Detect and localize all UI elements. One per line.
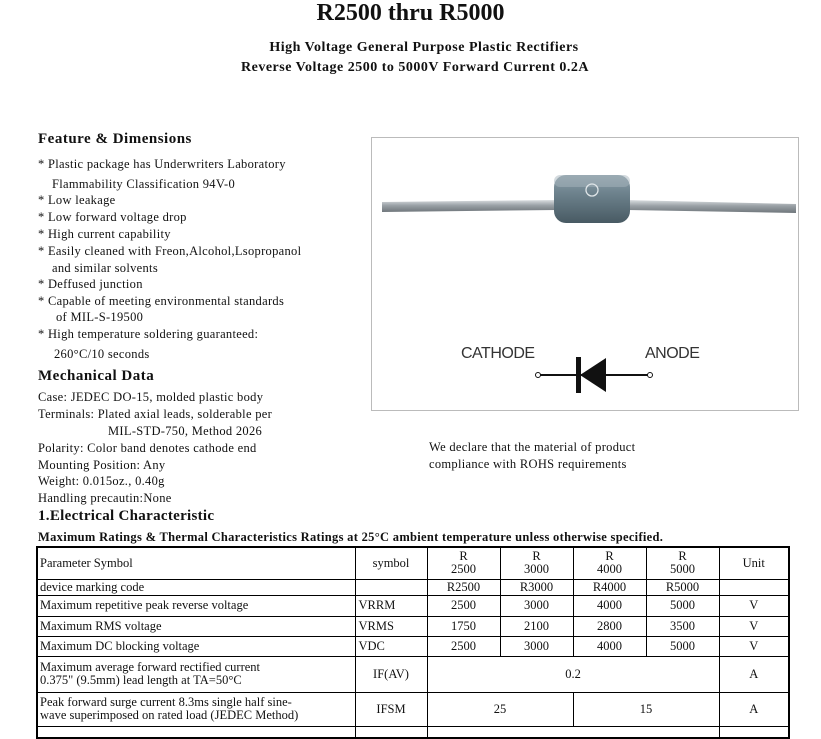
unit-cell: A (719, 692, 789, 726)
symbol-cell (355, 579, 427, 595)
param-cell (37, 692, 355, 726)
diode-illustration (371, 137, 799, 411)
features-heading: Feature & Dimensions (38, 131, 192, 147)
unit-cell (719, 579, 789, 595)
mechanical-line: Polarity: Color band denotes cathode end (38, 441, 257, 455)
symbol-cell: IFSM (355, 692, 427, 726)
value-cell: 25 (427, 692, 573, 726)
rohs-statement (429, 439, 635, 473)
page-title: R2500 thru R5000 (316, 0, 505, 26)
symbol-cell: IF(AV) (355, 656, 427, 692)
rohs-line: We declare that the material of product (429, 440, 636, 454)
symbol-cell (355, 726, 427, 738)
header-model: R 5000 (646, 547, 719, 579)
feature-line: * Low forward voltage drop (38, 210, 187, 224)
feature-line: of MIL-S-19500 (56, 310, 144, 324)
value-cell: 3000 (500, 595, 573, 616)
feature-line: * Low leakage (38, 193, 116, 207)
param-line: Maximum average forward rectified current (40, 660, 261, 674)
mechanical-heading: Mechanical Data (38, 368, 155, 384)
marking-code-cell: R2500 (427, 579, 500, 595)
unit-cell: V (719, 616, 789, 636)
param-cell (37, 656, 355, 692)
subtitle-description: High Voltage General Purpose Plastic Rectifiers (269, 40, 579, 55)
diode-photo-image (372, 138, 798, 410)
value-cell: 3500 (646, 616, 719, 636)
section-title: 1.Electrical Characteristic (38, 508, 215, 524)
feature-line: 260°C/10 seconds (54, 347, 150, 361)
param-cell: device marking code (37, 579, 355, 595)
unit-cell: A (719, 656, 789, 692)
value-cell: 4000 (573, 636, 646, 656)
header-unit: Unit (719, 547, 789, 579)
param-cell: Maximum RMS voltage (37, 616, 355, 636)
mechanical-line: Mounting Position: Any (38, 458, 166, 472)
feature-line: Flammability Classification 94V-0 (52, 177, 236, 191)
feature-line: * Deffused junction (38, 277, 143, 291)
header-model: R 3000 (500, 547, 573, 579)
table-row (37, 579, 789, 595)
value-cell: 15 (573, 692, 719, 726)
rohs-line: compliance with ROHS requirements (429, 457, 627, 471)
feature-line: * Capable of meeting environmental standards (38, 294, 285, 308)
electrical-characteristics-table (36, 546, 790, 739)
feature-line: * Plastic package has Underwriters Laboratory (38, 157, 286, 171)
value-cell: 3000 (500, 636, 573, 656)
value-cell: 1750 (427, 616, 500, 636)
table-row (37, 636, 789, 656)
value-cell: 5000 (646, 595, 719, 616)
symbol-cell: VRRM (355, 595, 427, 616)
mechanical-line: Terminals: Plated axial leads, solderable per (38, 407, 273, 421)
param-cell: Maximum repetitive peak reverse voltage (37, 595, 355, 616)
symbol-cell: VDC (355, 636, 427, 656)
value-cell: 2500 (427, 595, 500, 616)
param-line: wave superimposed on rated load (JEDEC Method) (40, 708, 299, 722)
mechanical-line: Case: JEDEC DO-15, molded plastic body (38, 390, 264, 404)
param-cell: Maximum DC blocking voltage (37, 636, 355, 656)
value-cell: 4000 (573, 595, 646, 616)
unit-cell (719, 726, 789, 738)
param-cell (37, 726, 355, 738)
cathode-label: CATHODE (461, 345, 535, 362)
table-row (37, 595, 789, 616)
feature-line: * High current capability (38, 227, 171, 241)
mechanical-line: Handling precautin:None (38, 491, 172, 505)
table-row (37, 616, 789, 636)
param-line: 0.375" (9.5mm) lead length at TA=50°C (40, 673, 242, 687)
feature-line: and similar solvents (52, 261, 158, 275)
subtitle-ratings: Reverse Voltage 2500 to 5000V Forward Current 0.2A (241, 60, 589, 75)
value-cell: 2500 (427, 636, 500, 656)
param-line: Peak forward surge current 8.3ms single half sine- (40, 695, 292, 709)
header-symbol: symbol (355, 547, 427, 579)
table-row (37, 656, 789, 692)
value-cell: 2800 (573, 616, 646, 636)
ratings-note: Maximum Ratings & Thermal Characteristics Ratings at 25°C ambient temperature unless otherwise specified. (38, 530, 664, 544)
feature-line: * Easily cleaned with Freon,Alcohol,Lsopropanol (38, 244, 302, 258)
feature-line: * High temperature soldering guaranteed: (38, 327, 259, 341)
marking-code-cell: R3000 (500, 579, 573, 595)
value-cell: 2100 (500, 616, 573, 636)
anode-label: ANODE (645, 345, 700, 362)
marking-code-cell: R4000 (573, 579, 646, 595)
symbol-cell: VRMS (355, 616, 427, 636)
table-header-row (37, 547, 789, 579)
header-parameter: Parameter Symbol (37, 547, 355, 579)
header-model: R 4000 (573, 547, 646, 579)
table-row-partial (37, 726, 789, 738)
header-model: R 2500 (427, 547, 500, 579)
table-row (37, 692, 789, 726)
marking-code-cell: R5000 (646, 579, 719, 595)
unit-cell: V (719, 595, 789, 616)
value-cell: 0.2 (427, 656, 719, 692)
unit-cell: V (719, 636, 789, 656)
mechanical-line: Weight: 0.015oz., 0.40g (38, 474, 165, 488)
value-cell: 5000 (646, 636, 719, 656)
mechanical-line: MIL-STD-750, Method 2026 (108, 424, 263, 438)
value-cell (427, 726, 719, 738)
